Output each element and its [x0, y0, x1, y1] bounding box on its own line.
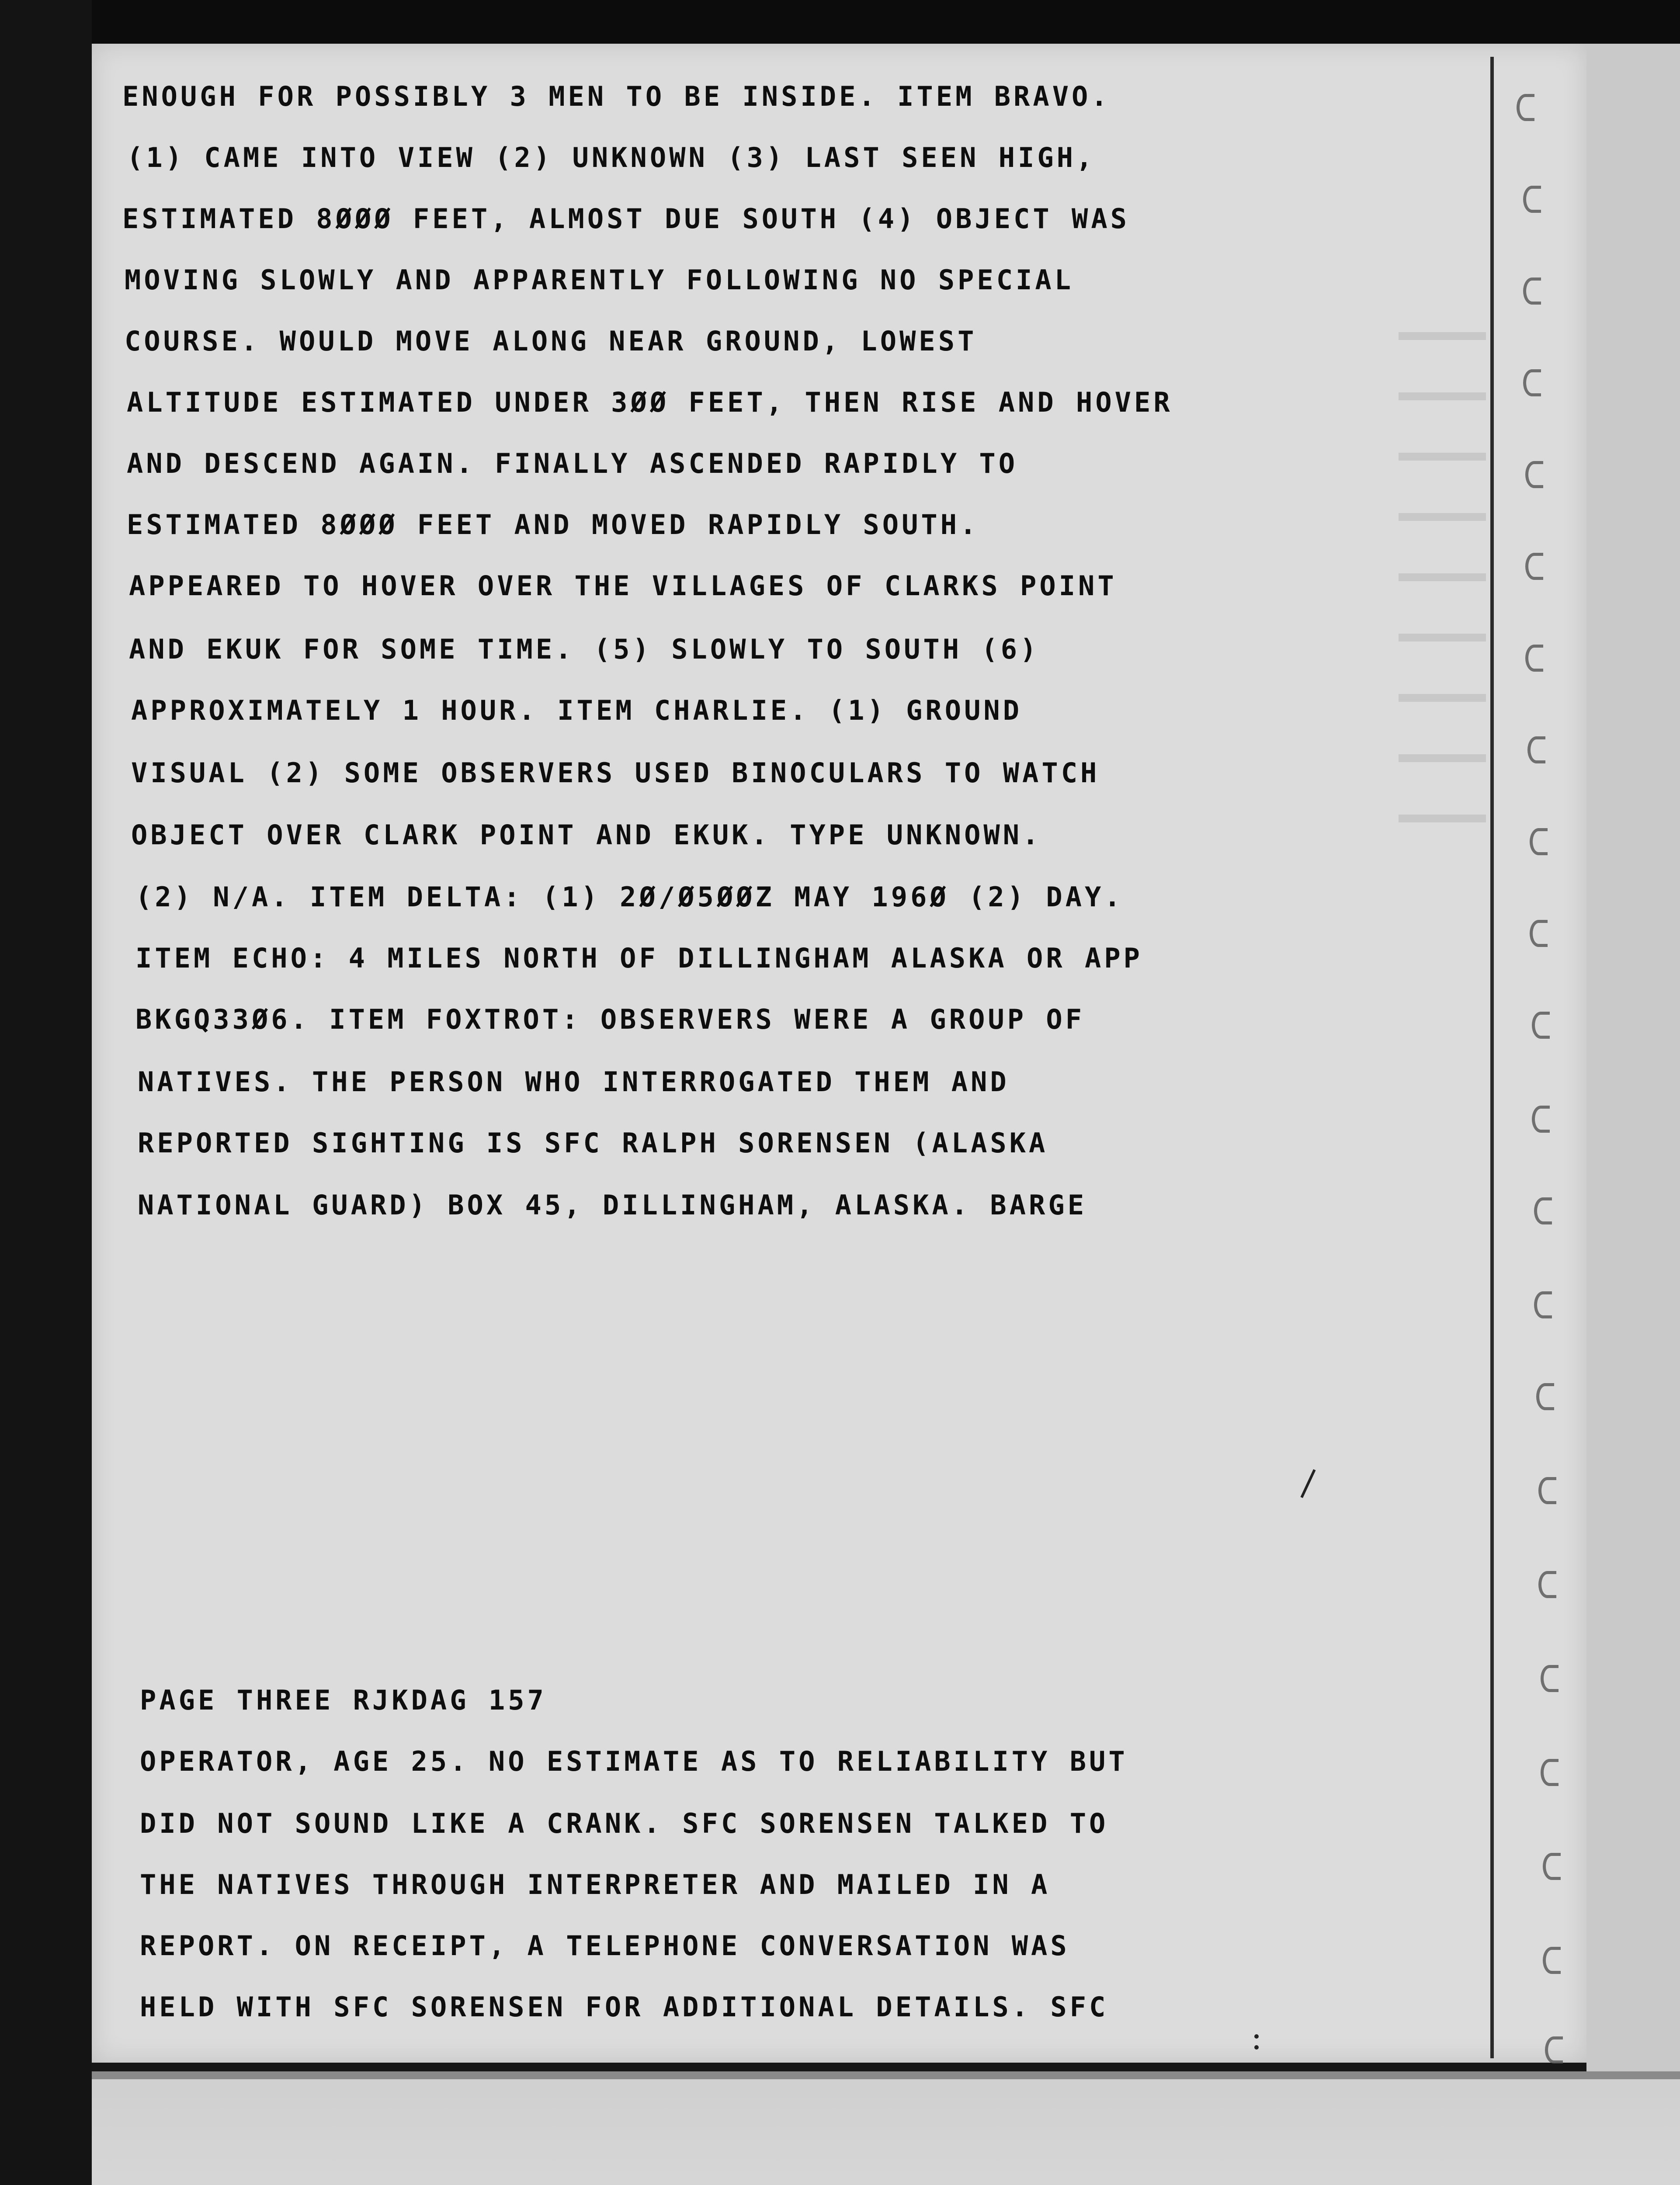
body-line: MOVING SLOWLY AND APPARENTLY FOLLOWING NO SPECIAL — [125, 264, 1074, 296]
feed-hole-icon — [1532, 1106, 1550, 1133]
body-line: (2) N/A. ITEM DELTA: (1) 2Ø/Ø5ØØZ MAY 196Ø (2) DAY. — [135, 881, 1124, 913]
body-line: COURSE. WOULD MOVE ALONG NEAR GROUND, LOWEST — [125, 325, 977, 357]
body-line: ALTITUDE ESTIMATED UNDER 3ØØ FEET, THEN RISE AND HOVER — [127, 386, 1173, 418]
film-border-left — [0, 0, 92, 2185]
body-line: NATIVES. THE PERSON WHO INTERROGATED THEM AND — [138, 1066, 1010, 1098]
page-line: HELD WITH SFC SORENSEN FOR ADDITIONAL DETAILS. SFC — [140, 1991, 1109, 2023]
sheet-fold-line — [1490, 57, 1494, 2058]
feed-hole-icon — [1530, 828, 1548, 855]
feed-hole-icon — [1538, 1477, 1556, 1504]
feed-hole-icon — [1543, 1947, 1561, 1974]
body-line: ESTIMATED 8ØØØ FEET, ALMOST DUE SOUTH (4) OBJECT WAS — [122, 203, 1130, 235]
feed-hole-icon — [1525, 461, 1543, 488]
feed-hole-icon — [1543, 1853, 1561, 1880]
stray-dot — [1254, 2045, 1259, 2050]
feed-hole-icon — [1545, 2036, 1563, 2064]
body-line: APPEARED TO HOVER OVER THE VILLAGES OF CLARKS POINT — [129, 570, 1117, 602]
body-line: ITEM ECHO: 4 MILES NORTH OF DILLINGHAM ALASKA OR APP — [135, 942, 1143, 974]
page-line: REPORT. ON RECEIPT, A TELEPHONE CONVERSATION WAS — [140, 1930, 1070, 1962]
body-line: AND DESCEND AGAIN. FINALLY ASCENDED RAPIDLY TO — [127, 447, 1018, 479]
body-line: NATIONAL GUARD) BOX 45, DILLINGHAM, ALASKA. BARGE — [138, 1189, 1087, 1221]
body-line: REPORTED SIGHTING IS SFC RALPH SORENSEN (ALASKA — [138, 1127, 1048, 1159]
body-line: (1) CAME INTO VIEW (2) UNKNOWN (3) LAST SEEN HIGH, — [127, 142, 1096, 173]
backing-sheet-edge — [92, 2071, 1680, 2079]
feed-hole-icon — [1523, 369, 1541, 396]
feed-hole-icon — [1534, 1291, 1552, 1318]
body-line: BKGQ33Ø6. ITEM FOXTROT: OBSERVERS WERE A GROUP OF — [135, 1003, 1085, 1035]
feed-hole-icon — [1525, 645, 1543, 672]
feed-hole-icon — [1523, 277, 1541, 305]
bleed-through-text — [1399, 332, 1486, 1206]
body-line: ESTIMATED 8ØØØ FEET AND MOVED RAPIDLY SOUTH. — [127, 509, 979, 541]
film-border-top — [0, 0, 1680, 44]
page-header: PAGE THREE RJKDAG 157 — [140, 1684, 547, 1716]
page-line: THE NATIVES THROUGH INTERPRETER AND MAILED IN A — [140, 1869, 1051, 1901]
feed-hole-icon — [1541, 1759, 1559, 1786]
body-line: AND EKUK FOR SOME TIME. (5) SLOWLY TO SOUTH (6) — [129, 633, 1040, 665]
feed-hole-icon — [1536, 1383, 1554, 1410]
feed-hole-icon — [1523, 186, 1541, 213]
feed-hole-icon — [1532, 1012, 1550, 1039]
feed-hole-icon — [1538, 1571, 1556, 1598]
stray-dot — [1254, 2034, 1259, 2039]
body-line: OBJECT OVER CLARK POINT AND EKUK. TYPE UNKNOWN. — [131, 819, 1042, 851]
feed-hole-icon — [1517, 94, 1534, 121]
feed-hole-icon — [1534, 1197, 1552, 1224]
feed-hole-icon — [1541, 1665, 1559, 1692]
form-margin-strip — [1586, 44, 1680, 2071]
feed-hole-icon — [1525, 553, 1543, 580]
body-line: ENOUGH FOR POSSIBLY 3 MEN TO BE INSIDE. ITEM BRAVO. — [122, 80, 1111, 112]
page-line: OPERATOR, AGE 25. NO ESTIMATE AS TO RELIABILITY BUT — [140, 1745, 1128, 1777]
page-line: DID NOT SOUND LIKE A CRANK. SFC SORENSEN TALKED TO — [140, 1807, 1109, 1839]
body-line: VISUAL (2) SOME OBSERVERS USED BINOCULARS TO WATCH — [131, 757, 1100, 789]
backing-sheet — [92, 2071, 1680, 2185]
feed-hole-icon — [1530, 920, 1548, 947]
feed-hole-icon — [1527, 736, 1545, 763]
body-line: APPROXIMATELY 1 HOUR. ITEM CHARLIE. (1) GROUND — [131, 694, 1023, 726]
